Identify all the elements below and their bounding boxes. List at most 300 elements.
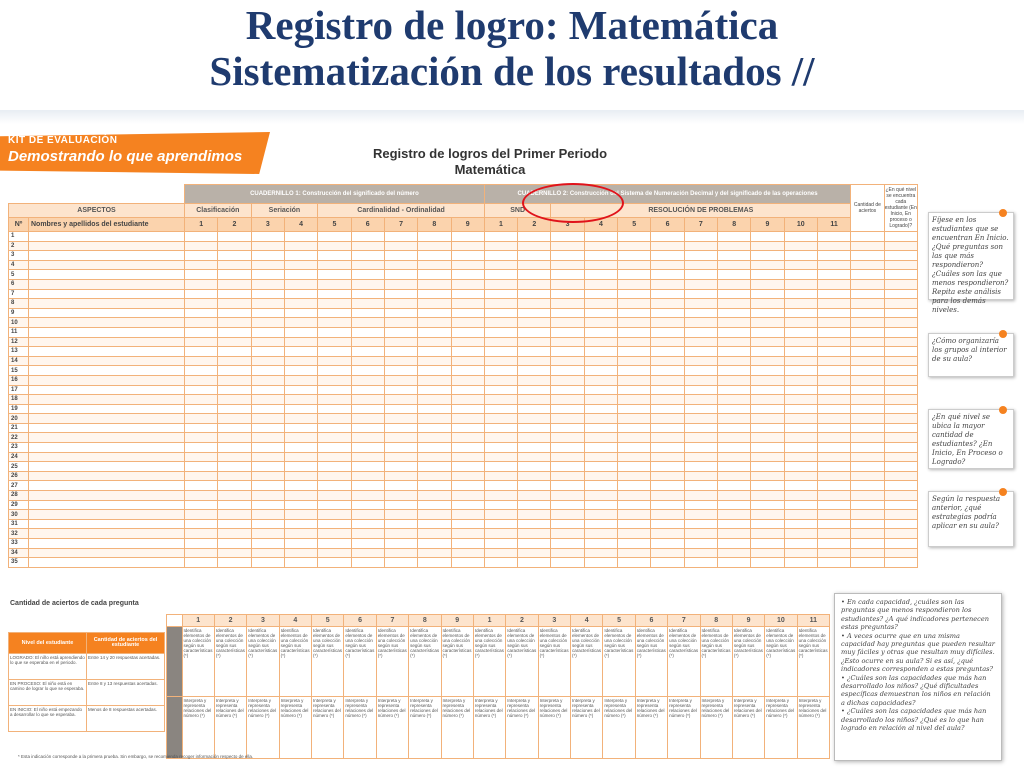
table-cell[interactable] xyxy=(284,452,317,462)
table-cell[interactable] xyxy=(318,443,351,453)
table-cell[interactable] xyxy=(817,327,850,337)
table-cell[interactable] xyxy=(751,395,784,405)
table-cell[interactable] xyxy=(484,462,517,472)
table-cell[interactable] xyxy=(817,433,850,443)
table-cell[interactable] xyxy=(751,260,784,270)
table-cell[interactable] xyxy=(651,462,684,472)
table-cell[interactable] xyxy=(29,558,185,568)
table-cell[interactable] xyxy=(684,443,717,453)
table-cell[interactable] xyxy=(551,356,584,366)
table-cell[interactable] xyxy=(418,462,451,472)
table-cell[interactable] xyxy=(684,347,717,357)
table-cell[interactable] xyxy=(851,356,884,366)
table-cell[interactable] xyxy=(684,423,717,433)
table-cell[interactable] xyxy=(351,395,384,405)
table-cell[interactable] xyxy=(618,232,651,242)
table-cell[interactable] xyxy=(651,366,684,376)
table-cell[interactable] xyxy=(817,232,850,242)
table-cell[interactable] xyxy=(618,404,651,414)
table-cell[interactable] xyxy=(884,414,917,424)
table-cell[interactable] xyxy=(518,347,551,357)
table-cell[interactable] xyxy=(484,471,517,481)
table-cell[interactable] xyxy=(784,500,817,510)
table-cell[interactable] xyxy=(418,260,451,270)
table-cell[interactable] xyxy=(817,471,850,481)
table-cell[interactable] xyxy=(884,395,917,405)
table-cell[interactable] xyxy=(218,347,251,357)
table-cell[interactable] xyxy=(484,251,517,261)
table-cell[interactable] xyxy=(884,462,917,472)
table-cell[interactable] xyxy=(817,558,850,568)
table-cell[interactable] xyxy=(218,519,251,529)
table-cell[interactable] xyxy=(751,270,784,280)
table-cell[interactable] xyxy=(384,337,417,347)
table-cell[interactable] xyxy=(284,433,317,443)
table-cell[interactable] xyxy=(351,279,384,289)
table-cell[interactable] xyxy=(584,337,617,347)
table-cell[interactable] xyxy=(551,375,584,385)
table-cell[interactable] xyxy=(651,318,684,328)
table-cell[interactable] xyxy=(851,279,884,289)
table-cell[interactable] xyxy=(351,539,384,549)
table-cell[interactable] xyxy=(451,270,484,280)
table-cell[interactable] xyxy=(29,443,185,453)
table-cell[interactable] xyxy=(484,299,517,309)
table-cell[interactable] xyxy=(518,423,551,433)
table-cell[interactable] xyxy=(651,433,684,443)
table-cell[interactable] xyxy=(384,529,417,539)
table-cell[interactable] xyxy=(418,337,451,347)
table-cell[interactable] xyxy=(718,433,751,443)
table-cell[interactable] xyxy=(651,423,684,433)
table-cell[interactable] xyxy=(251,251,284,261)
table-cell[interactable] xyxy=(784,404,817,414)
table-cell[interactable] xyxy=(318,510,351,520)
table-cell[interactable] xyxy=(618,385,651,395)
table-cell[interactable] xyxy=(218,299,251,309)
table-cell[interactable] xyxy=(451,491,484,501)
table-cell[interactable] xyxy=(518,539,551,549)
table-cell[interactable] xyxy=(884,337,917,347)
table-cell[interactable] xyxy=(251,299,284,309)
table-cell[interactable] xyxy=(851,491,884,501)
table-cell[interactable] xyxy=(551,337,584,347)
table-cell[interactable] xyxy=(384,279,417,289)
table-cell[interactable] xyxy=(684,308,717,318)
table-cell[interactable] xyxy=(618,347,651,357)
table-cell[interactable] xyxy=(318,308,351,318)
table-cell[interactable] xyxy=(651,414,684,424)
table-cell[interactable] xyxy=(551,289,584,299)
table-cell[interactable] xyxy=(318,462,351,472)
table-cell[interactable] xyxy=(251,318,284,328)
table-cell[interactable] xyxy=(284,443,317,453)
table-cell[interactable] xyxy=(718,347,751,357)
table-cell[interactable] xyxy=(185,462,218,472)
table-cell[interactable] xyxy=(584,395,617,405)
table-cell[interactable] xyxy=(884,433,917,443)
table-cell[interactable] xyxy=(817,519,850,529)
table-cell[interactable] xyxy=(817,452,850,462)
table-cell[interactable] xyxy=(185,356,218,366)
table-cell[interactable] xyxy=(718,337,751,347)
table-cell[interactable] xyxy=(684,375,717,385)
table-cell[interactable] xyxy=(251,375,284,385)
table-cell[interactable] xyxy=(751,443,784,453)
table-cell[interactable] xyxy=(584,491,617,501)
table-cell[interactable] xyxy=(351,375,384,385)
table-cell[interactable] xyxy=(584,289,617,299)
table-cell[interactable] xyxy=(185,414,218,424)
table-cell[interactable] xyxy=(618,539,651,549)
table-cell[interactable] xyxy=(718,308,751,318)
table-cell[interactable] xyxy=(185,404,218,414)
table-cell[interactable] xyxy=(718,327,751,337)
table-cell[interactable] xyxy=(651,500,684,510)
table-cell[interactable] xyxy=(451,251,484,261)
table-cell[interactable] xyxy=(484,510,517,520)
table-cell[interactable] xyxy=(185,548,218,558)
table-cell[interactable] xyxy=(318,395,351,405)
table-cell[interactable] xyxy=(718,510,751,520)
table-cell[interactable] xyxy=(284,337,317,347)
table-cell[interactable] xyxy=(451,356,484,366)
table-cell[interactable] xyxy=(851,471,884,481)
table-cell[interactable] xyxy=(418,519,451,529)
table-cell[interactable] xyxy=(584,347,617,357)
table-cell[interactable] xyxy=(218,241,251,251)
table-cell[interactable] xyxy=(751,558,784,568)
table-cell[interactable] xyxy=(884,423,917,433)
table-cell[interactable] xyxy=(351,308,384,318)
table-cell[interactable] xyxy=(251,385,284,395)
table-cell[interactable] xyxy=(551,366,584,376)
table-cell[interactable] xyxy=(884,500,917,510)
table-cell[interactable] xyxy=(318,366,351,376)
table-cell[interactable] xyxy=(751,337,784,347)
table-cell[interactable] xyxy=(718,270,751,280)
table-cell[interactable] xyxy=(251,270,284,280)
table-cell[interactable] xyxy=(518,318,551,328)
table-cell[interactable] xyxy=(251,308,284,318)
table-cell[interactable] xyxy=(817,443,850,453)
table-cell[interactable] xyxy=(817,548,850,558)
table-cell[interactable] xyxy=(718,414,751,424)
table-cell[interactable] xyxy=(684,318,717,328)
table-cell[interactable] xyxy=(218,356,251,366)
table-cell[interactable] xyxy=(29,241,185,251)
table-cell[interactable] xyxy=(817,385,850,395)
table-cell[interactable] xyxy=(718,423,751,433)
table-cell[interactable] xyxy=(29,279,185,289)
table-cell[interactable] xyxy=(251,232,284,242)
table-cell[interactable] xyxy=(584,423,617,433)
table-cell[interactable] xyxy=(284,356,317,366)
table-cell[interactable] xyxy=(618,433,651,443)
table-cell[interactable] xyxy=(384,318,417,328)
table-cell[interactable] xyxy=(185,558,218,568)
table-cell[interactable] xyxy=(584,539,617,549)
table-cell[interactable] xyxy=(318,299,351,309)
table-cell[interactable] xyxy=(384,404,417,414)
table-cell[interactable] xyxy=(251,548,284,558)
table-cell[interactable] xyxy=(418,404,451,414)
table-cell[interactable] xyxy=(751,423,784,433)
table-cell[interactable] xyxy=(884,404,917,414)
table-cell[interactable] xyxy=(651,519,684,529)
table-cell[interactable] xyxy=(751,279,784,289)
table-cell[interactable] xyxy=(784,270,817,280)
table-cell[interactable] xyxy=(185,539,218,549)
table-cell[interactable] xyxy=(651,260,684,270)
table-cell[interactable] xyxy=(384,232,417,242)
table-cell[interactable] xyxy=(384,260,417,270)
table-cell[interactable] xyxy=(751,491,784,501)
table-cell[interactable] xyxy=(518,241,551,251)
table-cell[interactable] xyxy=(484,491,517,501)
table-cell[interactable] xyxy=(451,308,484,318)
table-cell[interactable] xyxy=(29,327,185,337)
table-cell[interactable] xyxy=(451,529,484,539)
table-cell[interactable] xyxy=(484,519,517,529)
table-cell[interactable] xyxy=(651,529,684,539)
table-cell[interactable] xyxy=(651,241,684,251)
table-cell[interactable] xyxy=(518,375,551,385)
table-cell[interactable] xyxy=(251,462,284,472)
table-cell[interactable] xyxy=(618,491,651,501)
table-cell[interactable] xyxy=(318,519,351,529)
table-cell[interactable] xyxy=(185,308,218,318)
table-cell[interactable] xyxy=(418,270,451,280)
table-cell[interactable] xyxy=(29,433,185,443)
table-cell[interactable] xyxy=(384,462,417,472)
table-cell[interactable] xyxy=(784,299,817,309)
table-cell[interactable] xyxy=(817,308,850,318)
table-cell[interactable] xyxy=(185,481,218,491)
table-cell[interactable] xyxy=(784,510,817,520)
table-cell[interactable] xyxy=(884,481,917,491)
table-cell[interactable] xyxy=(651,347,684,357)
table-cell[interactable] xyxy=(351,462,384,472)
table-cell[interactable] xyxy=(584,548,617,558)
table-cell[interactable] xyxy=(651,337,684,347)
table-cell[interactable] xyxy=(484,289,517,299)
table-cell[interactable] xyxy=(218,452,251,462)
table-cell[interactable] xyxy=(29,308,185,318)
table-cell[interactable] xyxy=(751,529,784,539)
table-cell[interactable] xyxy=(851,548,884,558)
table-cell[interactable] xyxy=(851,232,884,242)
table-cell[interactable] xyxy=(684,548,717,558)
table-cell[interactable] xyxy=(218,270,251,280)
table-cell[interactable] xyxy=(451,232,484,242)
table-cell[interactable] xyxy=(384,375,417,385)
table-cell[interactable] xyxy=(451,510,484,520)
table-cell[interactable] xyxy=(185,279,218,289)
table-cell[interactable] xyxy=(718,241,751,251)
table-cell[interactable] xyxy=(484,308,517,318)
table-cell[interactable] xyxy=(584,404,617,414)
table-cell[interactable] xyxy=(351,260,384,270)
table-cell[interactable] xyxy=(185,270,218,280)
table-cell[interactable] xyxy=(551,251,584,261)
table-cell[interactable] xyxy=(318,452,351,462)
table-cell[interactable] xyxy=(284,414,317,424)
table-cell[interactable] xyxy=(817,289,850,299)
table-cell[interactable] xyxy=(884,308,917,318)
table-cell[interactable] xyxy=(384,519,417,529)
table-cell[interactable] xyxy=(518,308,551,318)
table-cell[interactable] xyxy=(218,279,251,289)
table-cell[interactable] xyxy=(584,510,617,520)
table-cell[interactable] xyxy=(284,404,317,414)
table-cell[interactable] xyxy=(551,500,584,510)
table-cell[interactable] xyxy=(851,558,884,568)
table-cell[interactable] xyxy=(518,433,551,443)
table-cell[interactable] xyxy=(584,251,617,261)
table-cell[interactable] xyxy=(684,337,717,347)
table-cell[interactable] xyxy=(684,404,717,414)
table-cell[interactable] xyxy=(484,375,517,385)
table-cell[interactable] xyxy=(684,395,717,405)
table-cell[interactable] xyxy=(751,318,784,328)
table-cell[interactable] xyxy=(884,232,917,242)
table-cell[interactable] xyxy=(817,414,850,424)
table-cell[interactable] xyxy=(418,385,451,395)
table-cell[interactable] xyxy=(684,279,717,289)
table-cell[interactable] xyxy=(451,443,484,453)
table-cell[interactable] xyxy=(351,251,384,261)
table-cell[interactable] xyxy=(618,289,651,299)
table-cell[interactable] xyxy=(484,260,517,270)
table-cell[interactable] xyxy=(418,241,451,251)
table-cell[interactable] xyxy=(451,279,484,289)
table-cell[interactable] xyxy=(384,308,417,318)
table-cell[interactable] xyxy=(884,279,917,289)
table-cell[interactable] xyxy=(484,539,517,549)
table-cell[interactable] xyxy=(618,462,651,472)
table-cell[interactable] xyxy=(551,423,584,433)
table-cell[interactable] xyxy=(484,327,517,337)
table-cell[interactable] xyxy=(351,404,384,414)
table-cell[interactable] xyxy=(384,395,417,405)
table-cell[interactable] xyxy=(618,558,651,568)
table-cell[interactable] xyxy=(618,337,651,347)
table-cell[interactable] xyxy=(418,347,451,357)
table-cell[interactable] xyxy=(318,270,351,280)
table-cell[interactable] xyxy=(351,471,384,481)
table-cell[interactable] xyxy=(218,375,251,385)
table-cell[interactable] xyxy=(684,558,717,568)
table-cell[interactable] xyxy=(651,270,684,280)
table-cell[interactable] xyxy=(518,337,551,347)
table-cell[interactable] xyxy=(784,232,817,242)
table-cell[interactable] xyxy=(751,366,784,376)
table-cell[interactable] xyxy=(451,347,484,357)
table-cell[interactable] xyxy=(718,491,751,501)
table-cell[interactable] xyxy=(251,347,284,357)
table-cell[interactable] xyxy=(284,491,317,501)
table-cell[interactable] xyxy=(284,318,317,328)
table-cell[interactable] xyxy=(251,337,284,347)
table-cell[interactable] xyxy=(584,471,617,481)
table-cell[interactable] xyxy=(817,491,850,501)
table-cell[interactable] xyxy=(318,260,351,270)
table-cell[interactable] xyxy=(185,337,218,347)
table-cell[interactable] xyxy=(451,289,484,299)
table-cell[interactable] xyxy=(218,529,251,539)
table-cell[interactable] xyxy=(484,232,517,242)
table-cell[interactable] xyxy=(851,452,884,462)
table-cell[interactable] xyxy=(584,443,617,453)
table-cell[interactable] xyxy=(351,558,384,568)
table-cell[interactable] xyxy=(551,395,584,405)
table-cell[interactable] xyxy=(218,385,251,395)
table-cell[interactable] xyxy=(551,327,584,337)
table-cell[interactable] xyxy=(618,452,651,462)
table-cell[interactable] xyxy=(718,548,751,558)
table-cell[interactable] xyxy=(584,500,617,510)
table-cell[interactable] xyxy=(817,241,850,251)
table-cell[interactable] xyxy=(751,241,784,251)
table-cell[interactable] xyxy=(884,548,917,558)
table-cell[interactable] xyxy=(751,327,784,337)
table-cell[interactable] xyxy=(651,327,684,337)
table-cell[interactable] xyxy=(584,462,617,472)
table-cell[interactable] xyxy=(218,251,251,261)
table-cell[interactable] xyxy=(29,519,185,529)
table-cell[interactable] xyxy=(318,548,351,558)
table-cell[interactable] xyxy=(318,481,351,491)
table-cell[interactable] xyxy=(484,347,517,357)
table-cell[interactable] xyxy=(351,327,384,337)
table-cell[interactable] xyxy=(29,404,185,414)
table-cell[interactable] xyxy=(351,481,384,491)
table-cell[interactable] xyxy=(884,375,917,385)
table-cell[interactable] xyxy=(817,279,850,289)
table-cell[interactable] xyxy=(817,510,850,520)
table-cell[interactable] xyxy=(384,548,417,558)
table-cell[interactable] xyxy=(851,375,884,385)
table-cell[interactable] xyxy=(584,270,617,280)
table-cell[interactable] xyxy=(551,347,584,357)
table-cell[interactable] xyxy=(584,279,617,289)
table-cell[interactable] xyxy=(451,395,484,405)
table-cell[interactable] xyxy=(251,279,284,289)
table-cell[interactable] xyxy=(251,529,284,539)
table-cell[interactable] xyxy=(284,327,317,337)
table-cell[interactable] xyxy=(418,366,451,376)
table-cell[interactable] xyxy=(684,462,717,472)
table-cell[interactable] xyxy=(484,385,517,395)
table-cell[interactable] xyxy=(884,385,917,395)
table-cell[interactable] xyxy=(351,232,384,242)
table-cell[interactable] xyxy=(684,519,717,529)
table-cell[interactable] xyxy=(451,462,484,472)
table-cell[interactable] xyxy=(884,327,917,337)
table-cell[interactable] xyxy=(318,414,351,424)
table-cell[interactable] xyxy=(185,260,218,270)
table-cell[interactable] xyxy=(718,260,751,270)
table-cell[interactable] xyxy=(418,491,451,501)
table-cell[interactable] xyxy=(851,510,884,520)
table-cell[interactable] xyxy=(684,414,717,424)
table-cell[interactable] xyxy=(817,395,850,405)
table-cell[interactable] xyxy=(284,347,317,357)
table-cell[interactable] xyxy=(551,270,584,280)
table-cell[interactable] xyxy=(29,481,185,491)
table-cell[interactable] xyxy=(651,299,684,309)
